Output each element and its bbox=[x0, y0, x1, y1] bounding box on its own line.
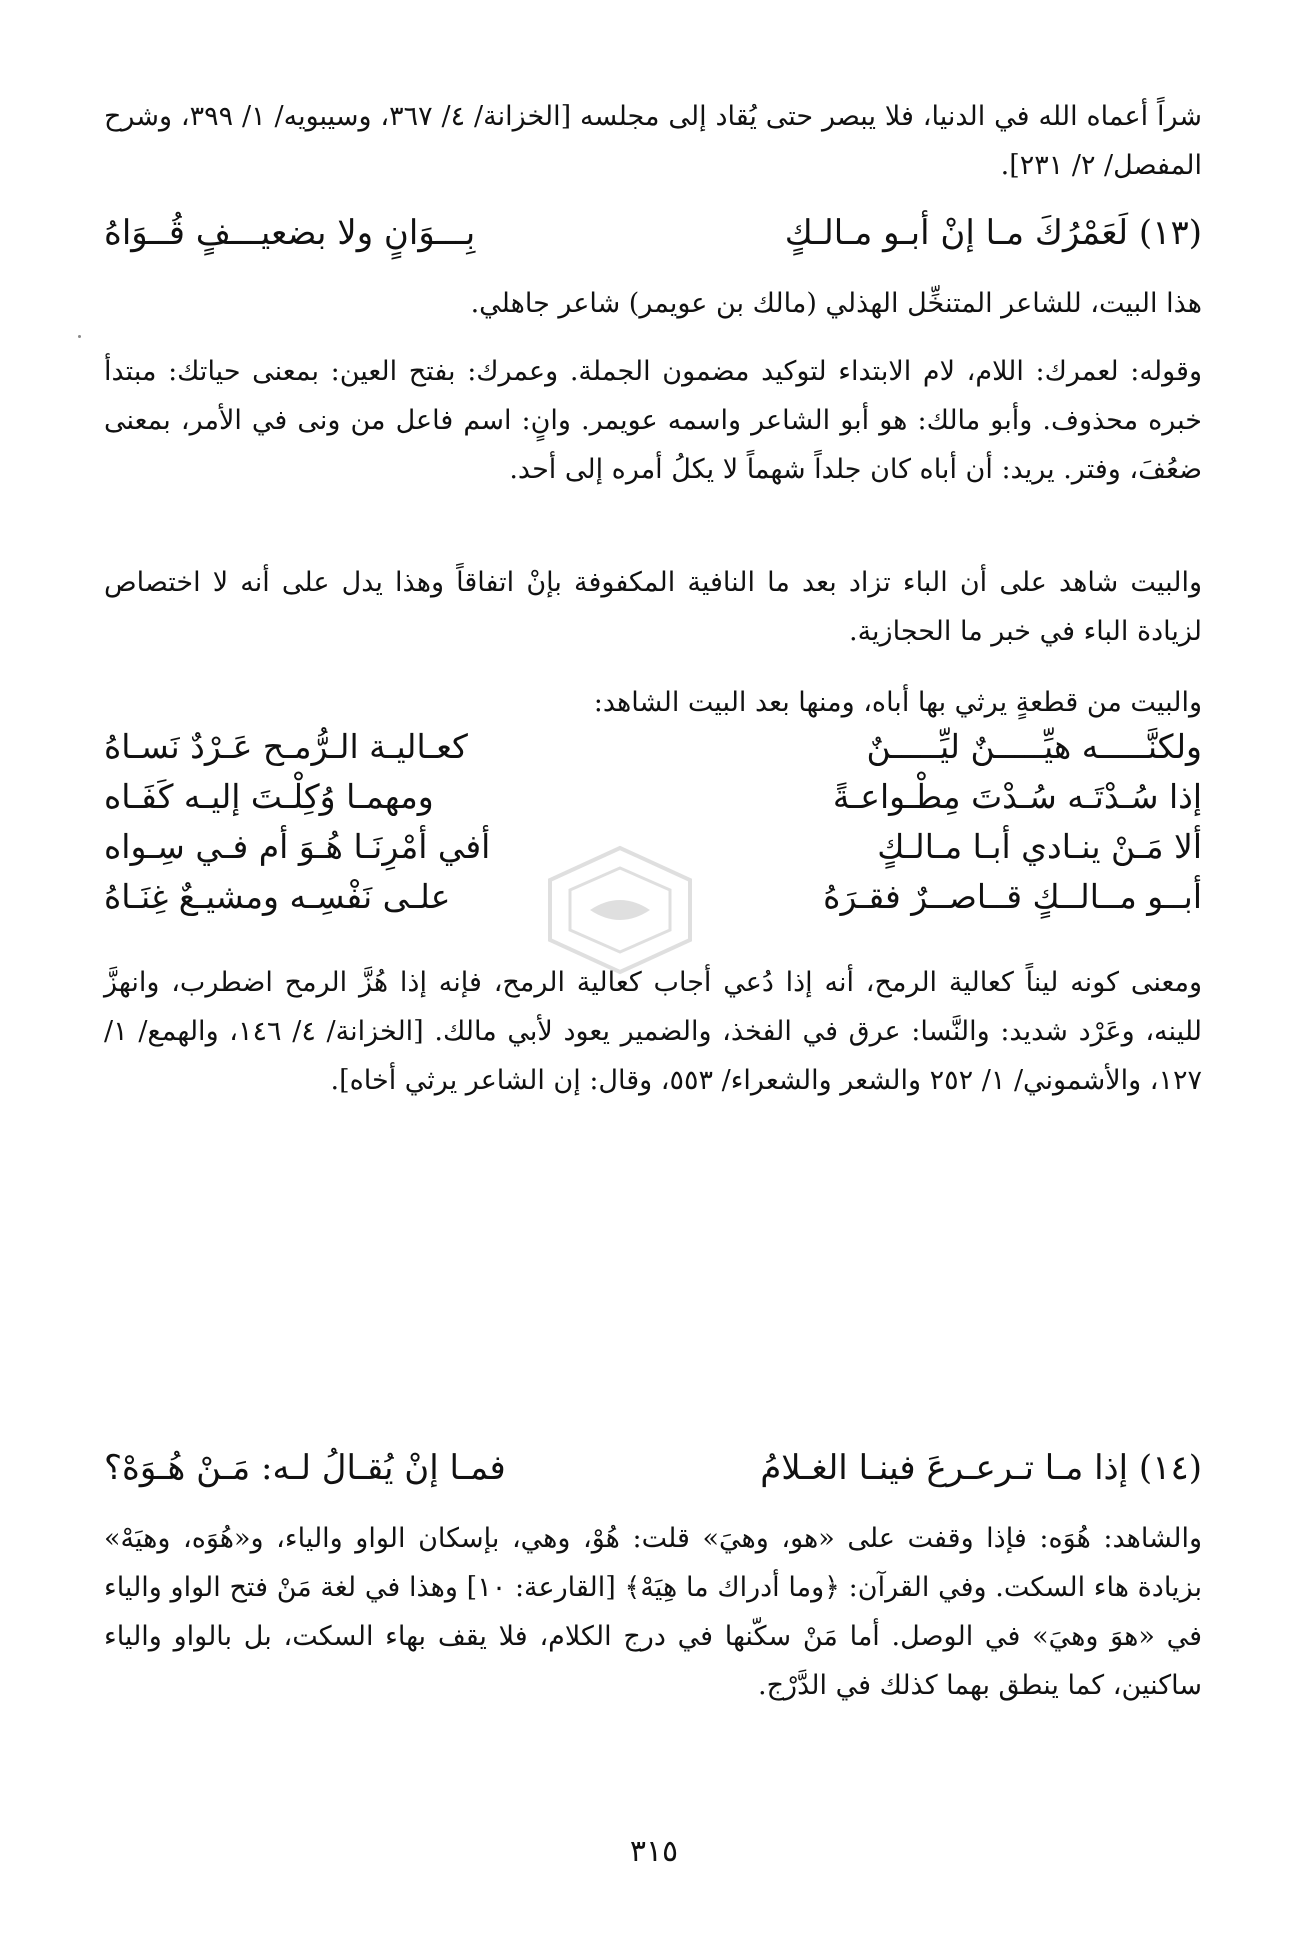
verse-13-second-hemistich: بِـــوَانٍ ولا بضعيـــفٍ قُــوَاهُ bbox=[104, 213, 476, 253]
verse-14 bbox=[104, 1445, 1202, 1491]
page-number: ٣١٥ bbox=[629, 1834, 679, 1869]
poem-first-hemistich: أبــو مــالــكٍ قــاصــرٌ فقـرَهُ bbox=[823, 877, 1202, 916]
scan-speck bbox=[78, 335, 81, 338]
paragraph-citation-continuation: شراً أعماه الله في الدنيا، فلا يبصر حتى يُقاد إلى مجلسه [الخزانة/ ٤/ ٣٦٧، وسيبويه/ ١/ ٣٩٩، وشرح المفصل/ ٢/ ٢٣١]. bbox=[104, 101, 1202, 181]
paragraph-poem-intro: والبيت من قطعةٍ يرثي بها أباه، ومنها بعد البيت الشاهد: bbox=[593, 687, 1202, 718]
verse-13 bbox=[104, 210, 1202, 256]
paragraph-word-explanation: وقوله: لعمرك: اللام، لام الابتداء لتوكيد مضمون الجملة. وعمرك: بفتح العين: بمعنى حياتك: مبتدأ خبره محذوف. وأبو مالك: هو أبو الشاعر واسمه عويمر. وانٍ: اسم فاعل من ونى في الأمر، بمعنى ضعُفَ، وفتر. يريد: أن أباه كان جلداً شهماً لا يكلُ أمره إلى أحد. bbox=[104, 356, 1202, 485]
poem-first-hemistich: إذا سُـدْتَـه سُـدْتَ مِطْـواعـةً bbox=[832, 777, 1202, 816]
poem-second-hemistich: أفي أمْرِنَـا هُـوَ أم فـي سِـواه bbox=[104, 827, 491, 866]
poem-second-hemistich: كعـاليـة الـرُّمـح عَـرْدٌ نَسـاهُ bbox=[104, 727, 468, 766]
poem-second-hemistich: علـى نَفْسِـه ومشيـعٌ غِنَـاهُ bbox=[104, 877, 451, 916]
verse-13-first-hemistich: (١٣) لَعَمْرُكَ مـا إنْ أبـو مـالـكٍ bbox=[784, 213, 1202, 253]
poem-line bbox=[104, 822, 1202, 872]
poem-line bbox=[104, 772, 1202, 822]
paragraph-grammar-point: والبيت شاهد على أن الباء تزاد بعد ما النافية المكفوفة بإنْ اتفاقاً وهذا يدل على أنه لا اختصاص لزيادة الباء في خبر ما الحجازية. bbox=[104, 567, 1202, 647]
verse-14-first-hemistich: (١٤) إذا مـا تـرعـرعَ فينـا الغـلامُ bbox=[760, 1448, 1202, 1488]
verse-14-second-hemistich: فمـا إنْ يُقـالُ لـه: مَـنْ هُـوَهْ؟ bbox=[104, 1448, 506, 1488]
poem-line bbox=[104, 722, 1202, 772]
poem-first-hemistich: ولكنَّـــــه هيِّـــــنٌ ليِّـــــنٌ bbox=[866, 727, 1202, 766]
paragraph-poet-attribution: هذا البيت، للشاعر المتنخِّل الهذلي (مالك بن عويمر) شاعر جاهلي. bbox=[470, 288, 1202, 319]
poem-second-hemistich: ومهمـا وُكِلْـتَ إليـه كَفَـاه bbox=[104, 777, 434, 816]
elegy-poem bbox=[104, 722, 1202, 922]
poem-first-hemistich: ألا مَـنْ ينـادي أبـا مـالـكٍ bbox=[877, 827, 1202, 866]
paragraph-pausal-form: والشاهد: هُوَه: فإذا وقفت على «هو، وهيَ» قلت: هُوْ، وهي، بإسكان الواو والياء، و«هُوَه، وهيَهْ» بزيادة هاء السكت. وفي القرآن: ﴿وما أدراك ما هِيَهْ﴾ [القارعة: ١٠] وهذا في لغة مَنْ فتح الواو والياء في «هوَ وهيَ» في الوصل. أما مَنْ سكّنها في درج الكلام، فلا يقف بهاء السكت، بل بالواو والياء ساكنين، كما ينطق بهما كذلك في الدَّرْج. bbox=[104, 1523, 1202, 1701]
paragraph-meaning-explanation: ومعنى كونه ليناً كعالية الرمح، أنه إذا دُعي أجاب كعالية الرمح، فإنه إذا هُزَّ الرمح اضطرب، وانهزَّ للينه، وعَرْد شديد: والنَّسا: عرق في الفخذ، والضمير يعود لأبي مالك. [الخزانة/ ٤/ ١٤٦، والهمع/ ١/ ١٢٧، والأشموني/ ١/ ٢٥٢ والشعر والشعراء/ ٥٥٣، وقال: إن الشاعر يرثي أخاه]. bbox=[104, 967, 1202, 1096]
poem-line bbox=[104, 872, 1202, 922]
